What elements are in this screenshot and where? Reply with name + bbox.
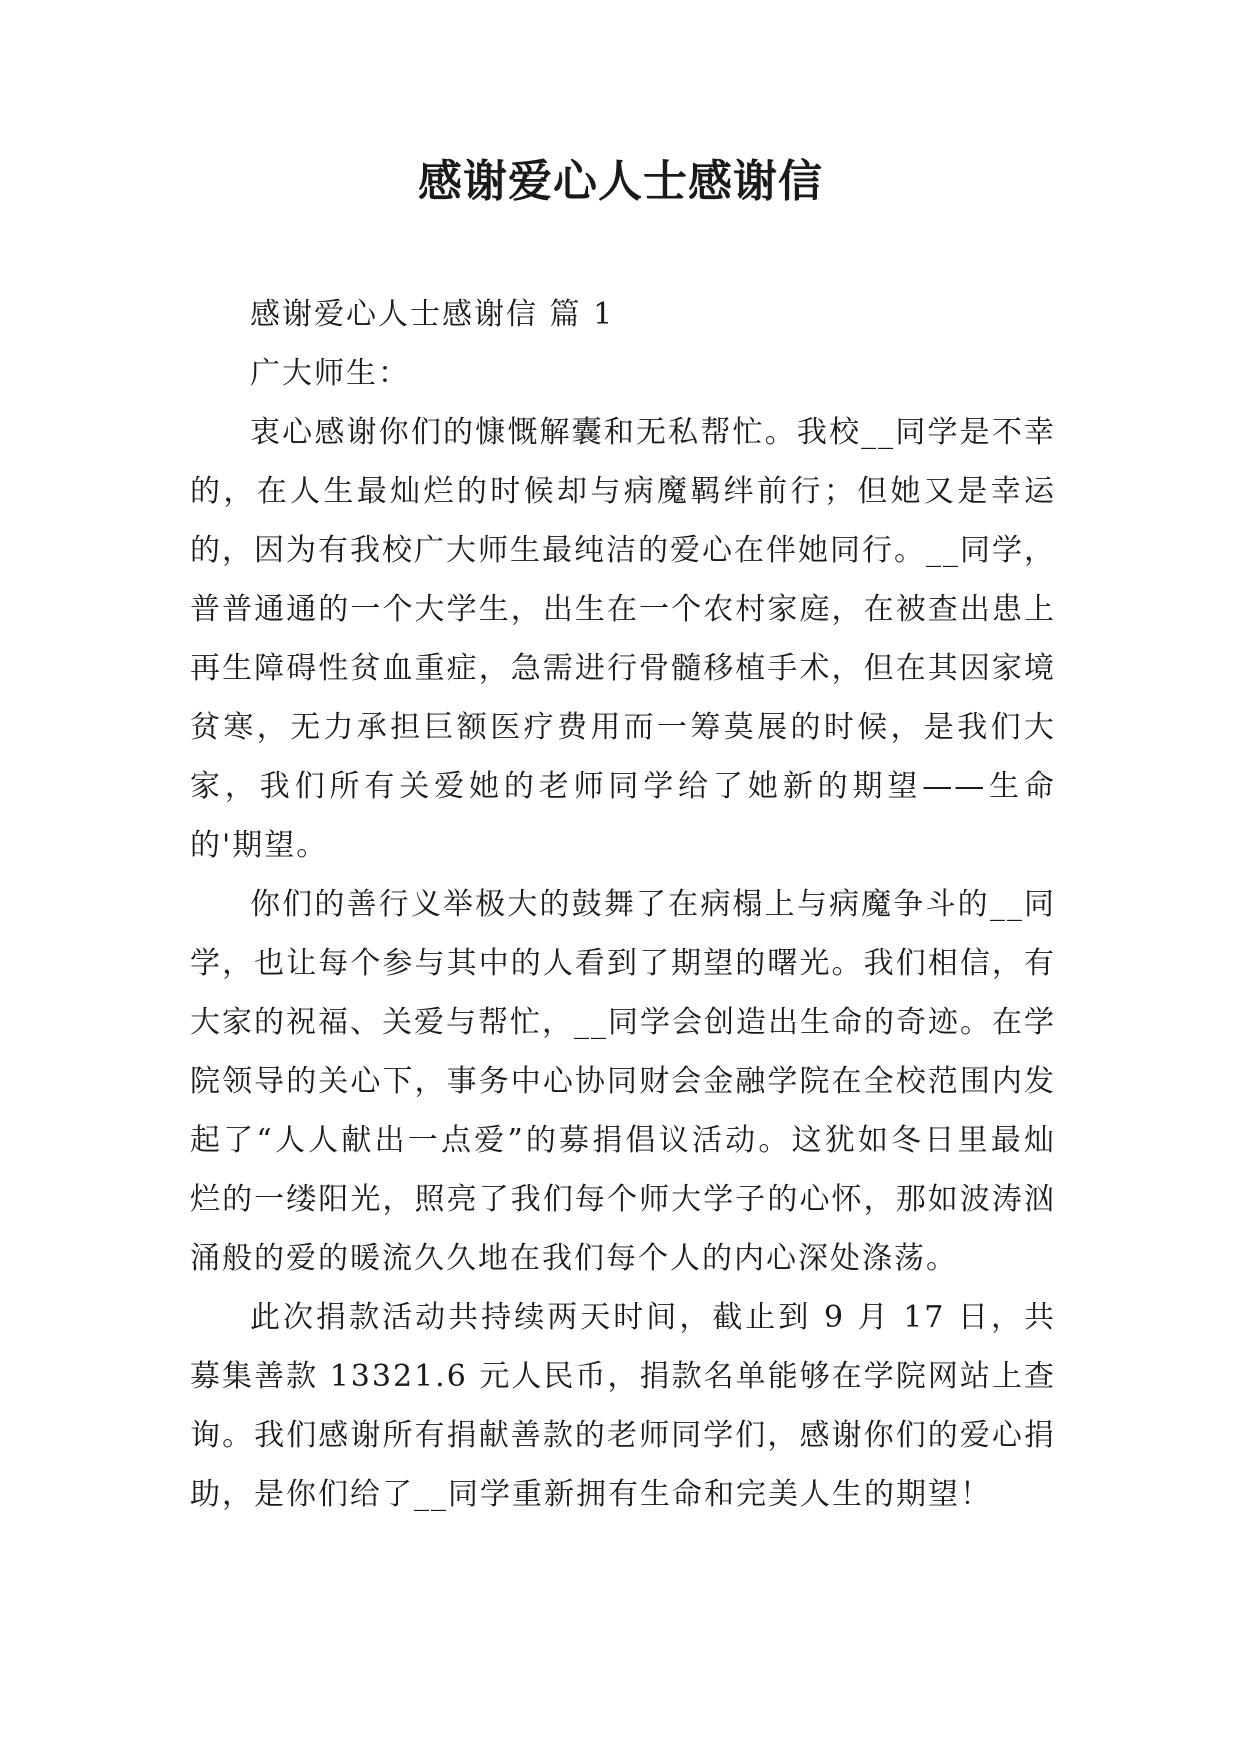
body-paragraph: 衷心感谢你们的慷慨解囊和无私帮忙。我校__同学是不幸的，在人生最灿烂的时候却与病魔羁绊前行；但她又是幸运的，因为有我校广大师生最纯洁的爱心在伴她同行。__同学，普普通通的一个大学生，出生在一个农村家庭，在被查出患上再生障碍性贫血重症，急需进行骨髓移植手术，但在其因家境贫寒，无力承担巨额医疗费用而一筹莫展的时候，是我们大家，我们所有关爱她的老师同学给了她新的期望——生命的'期望。 (190, 415, 1056, 863)
body-paragraph: 你们的善行义举极大的鼓舞了在病榻上与病魔争斗的__同学，也让每个参与其中的人看到了期望的曙光。我们相信，有大家的祝福、关爱与帮忙，__同学会创造出生命的奇迹。在学院领导的关心下，事务中心协同财会金融学院在全校范围内发起了“人人献出一点爱”的募捐倡议活动。这犹如冬日里最灿烂的一缕阳光，照亮了我们每个师大学子的心怀，那如波涛汹涌般的爱的暖流久久地在我们每个人的内心深处涤荡。 (190, 887, 1056, 1276)
salutation: 广大师生： (250, 356, 410, 391)
body-paragraph: 此次捐款活动共持续两天时间，截止到 9 月 17 日，共募集善款 13321.6 元人民币，捐款名单能够在学院网站上查询。我们感谢所有捐献善款的老师同学们，感谢你们的爱心捐助，是你们给了__同学重新拥有生命和完美人生的期望！ (190, 1300, 1056, 1512)
document-title: 感谢爱心人士感谢信 (418, 156, 823, 207)
document-body (190, 285, 1056, 1524)
section-heading: 感谢爱心人士感谢信 篇 1 (250, 297, 615, 332)
